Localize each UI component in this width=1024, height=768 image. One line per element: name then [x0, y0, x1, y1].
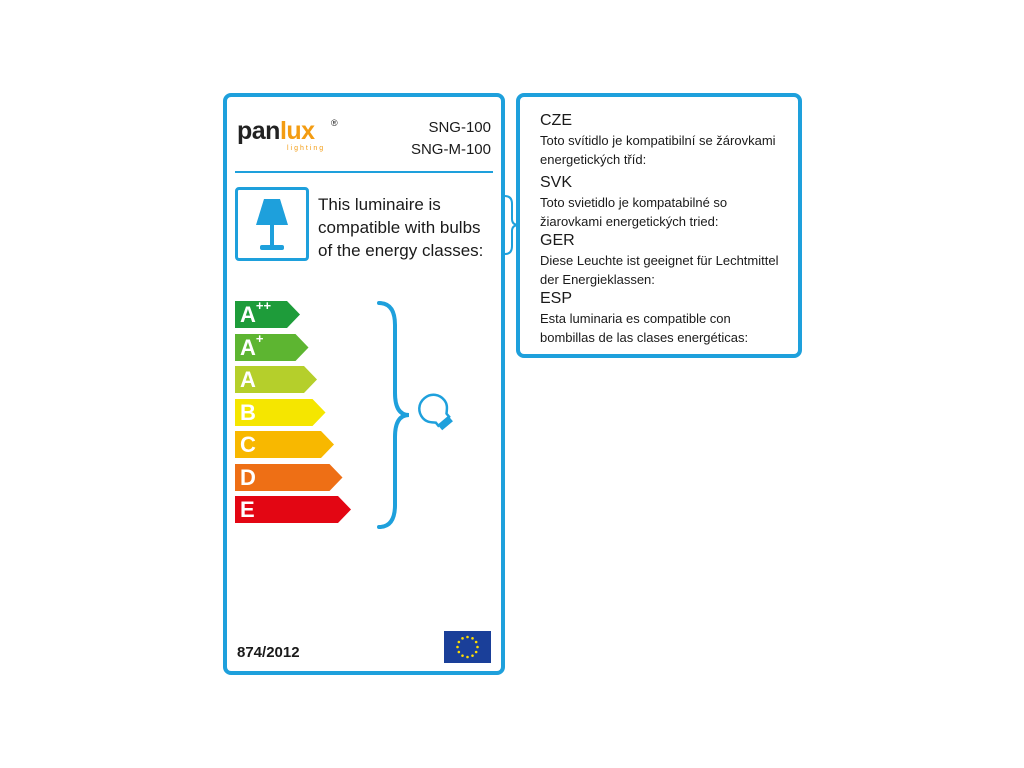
energy-class-letter: B: [240, 399, 256, 425]
energy-class-bar: [235, 330, 309, 361]
lang-block-ger: [540, 231, 778, 289]
energy-class-bar: [235, 464, 343, 491]
energy-class-letter: D: [240, 464, 256, 490]
energy-class-superscript: +: [255, 330, 264, 346]
energy-class-bar: [235, 366, 317, 393]
eu-flag-icon: [444, 631, 491, 663]
lang-text-line: Diese Leuchte ist geeignet für Lechtmittel: [540, 253, 779, 268]
lang-code: CZE: [540, 112, 572, 129]
translations-panel: [516, 93, 802, 358]
energy-class-letter: C: [240, 432, 256, 457]
lang-block-cze: [540, 111, 776, 169]
energy-class-letter: A+: [240, 330, 264, 360]
model-number-1: SNG-100: [428, 119, 491, 136]
lang-text-line: bombillas de las clases energéticas:: [540, 330, 749, 345]
eu-flag-star: [471, 637, 474, 640]
compatibility-text: This luminaire is compatible with bulbs of the energy classes:: [318, 195, 484, 260]
eu-flag-star: [466, 636, 469, 639]
eu-flag-star: [466, 656, 469, 659]
lang-text-line: Toto svietidlo je kompatabilné so: [540, 195, 728, 210]
curly-brace-icon: [377, 301, 417, 529]
eu-flag-star: [456, 646, 459, 649]
eu-flag-star: [471, 654, 474, 657]
lang-text-line: Toto svítidlo je kompatibilní se žárovkami: [540, 133, 776, 148]
lang-code: GER: [540, 232, 575, 249]
lang-text-line: der Energieklassen:: [540, 272, 655, 287]
lang-text-line: žiarovkami energetických tried:: [540, 214, 719, 229]
eu-flag-star: [475, 651, 478, 654]
brand-name-part1: pan: [237, 117, 280, 145]
lang-block-svk: [540, 173, 727, 231]
eu-flag-star: [476, 646, 479, 649]
energy-label-panel: [223, 93, 505, 675]
lang-code: SVK: [540, 174, 573, 191]
energy-class-bar: [235, 431, 334, 458]
energy-class-letter: A++: [240, 298, 272, 327]
table-lamp-icon: [238, 190, 306, 258]
brand-tagline: lighting: [287, 145, 326, 152]
model-number-2: SNG-M-100: [410, 141, 491, 158]
energy-class-bar: [235, 399, 326, 426]
eu-flag-star: [461, 654, 464, 657]
eu-flag-star: [475, 641, 478, 644]
eu-flag-star: [458, 641, 461, 644]
energy-class-superscript: ++: [255, 298, 272, 313]
lang-block-esp: [540, 289, 748, 347]
eu-flag-star: [461, 637, 464, 640]
brand-logo: [237, 117, 338, 152]
brand-name-part2: lux: [279, 117, 315, 145]
eu-flag-star: [458, 651, 461, 654]
brand-registered-mark: ®: [331, 118, 338, 128]
regulation-number: 874/2012: [237, 644, 300, 661]
energy-class-bar: [235, 496, 351, 523]
energy-class-letter: A: [240, 367, 256, 392]
energy-class-bar: [235, 298, 300, 328]
lang-text-line: Esta luminaria es compatible con: [540, 311, 731, 326]
lamp-icon-box: [235, 187, 309, 261]
lang-code: ESP: [540, 290, 573, 307]
header-divider: [235, 171, 493, 173]
lang-text-line: energetických tříd:: [540, 152, 647, 167]
energy-class-letter: E: [240, 497, 255, 522]
light-bulb-icon: [415, 391, 457, 433]
